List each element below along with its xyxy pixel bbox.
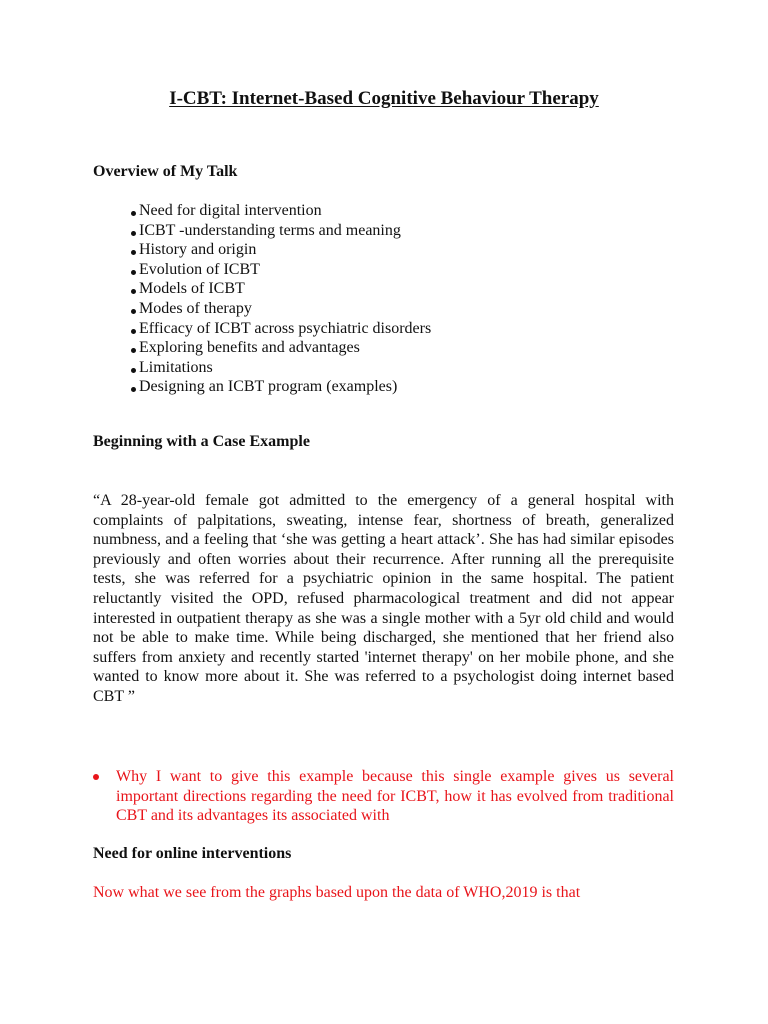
list-item: Models of ICBT [130, 279, 431, 299]
document-title: I-CBT: Internet-Based Cognitive Behaviour Therapy [169, 88, 599, 109]
list-item: History and origin [130, 240, 431, 260]
who-line: Now what we see from the graphs based upon the data of WHO,2019 is that [93, 884, 581, 901]
list-item: Exploring benefits and advantages [130, 338, 431, 358]
list-item: Efficacy of ICBT across psychiatric disorders [130, 319, 431, 339]
list-item: Need for digital intervention [130, 201, 431, 221]
case-paragraph: “A 28-year-old female got admitted to the emergency of a general hospital with complaints of palpitations, sweating, intense fear, shortness of breath, generalized numbness, and a feeling that ‘she was getting a heart attack’. She has had similar episodes previously and often worries about their recurrence. After running all the prerequisite tests, she was referred for a psychiatric opinion in the same hospital. The patient reluctantly visited the OPD, refused pharmacological treatment and did not appear interested in outpatient therapy as she was a single mother with a 5yr old child and would not be able to make time. While being discharged, she mentioned that her friend also suffers from anxiety and recently started 'internet therapy' on her mobile phone, and she wanted to know more about it. She was referred to a psychologist doing internet based CBT ” [93, 492, 674, 705]
overview-heading: Overview of My Talk [93, 163, 238, 180]
list-item: Modes of therapy [130, 299, 431, 319]
need-heading: Need for online interventions [93, 845, 292, 862]
red-bullet-icon [93, 774, 99, 780]
list-item: ICBT -understanding terms and meaning [130, 221, 431, 241]
overview-list [130, 201, 431, 397]
list-item: Designing an ICBT program (examples) [130, 377, 431, 397]
red-note-paragraph: Why I want to give this example because this single example gives us several important directions regarding the need for ICBT, how it has evolved from traditional CBT and its advantages its associated with [116, 768, 674, 825]
list-item: Evolution of ICBT [130, 260, 431, 280]
list-item: Limitations [130, 358, 431, 378]
case-heading: Beginning with a Case Example [93, 433, 310, 450]
